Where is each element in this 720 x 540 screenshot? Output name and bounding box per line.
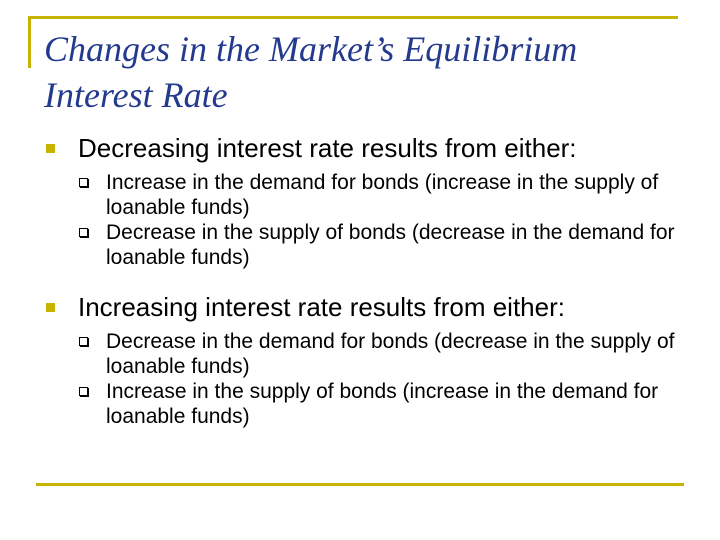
sub-bullet-text: Increase in the demand for bonds (increase in the supply of loanable funds) [106, 171, 659, 219]
hollow-square-bullet-icon [79, 387, 88, 396]
bullet-decreasing-interest-rate [44, 133, 684, 270]
bullet-text: Decreasing interest rate results from either: [78, 133, 577, 163]
sub-bullet-text: Decrease in the demand for bonds (decrease in the supply of loanable funds) [106, 330, 675, 378]
hollow-square-bullet-icon [79, 337, 88, 346]
sub-bullet-text: Increase in the supply of bonds (increase in the demand for loanable funds) [106, 380, 659, 428]
bullet-increasing-interest-rate [44, 292, 684, 429]
slide-frame-left-rule [28, 16, 31, 68]
hollow-square-bullet-icon [79, 228, 88, 237]
square-bullet-icon [46, 144, 55, 153]
hollow-square-bullet-icon [79, 178, 88, 187]
slide-frame-bottom-rule [36, 483, 684, 486]
sub-bullet-item [78, 220, 684, 270]
sub-bullet-text: Decrease in the supply of bonds (decrease in the demand for loanable funds) [106, 221, 675, 269]
slide-title: Changes in the Market’s Equilibrium Interest Rate [44, 29, 578, 115]
sub-bullet-list [78, 170, 684, 270]
slide-frame-top-rule [28, 16, 678, 19]
sub-bullet-item [78, 170, 684, 220]
sub-bullet-list [78, 329, 684, 429]
sub-bullet-item [78, 379, 684, 429]
slide-body [44, 133, 684, 429]
sub-bullet-item [78, 329, 684, 379]
bullet-text: Increasing interest rate results from either: [78, 292, 565, 322]
square-bullet-icon [46, 303, 55, 312]
